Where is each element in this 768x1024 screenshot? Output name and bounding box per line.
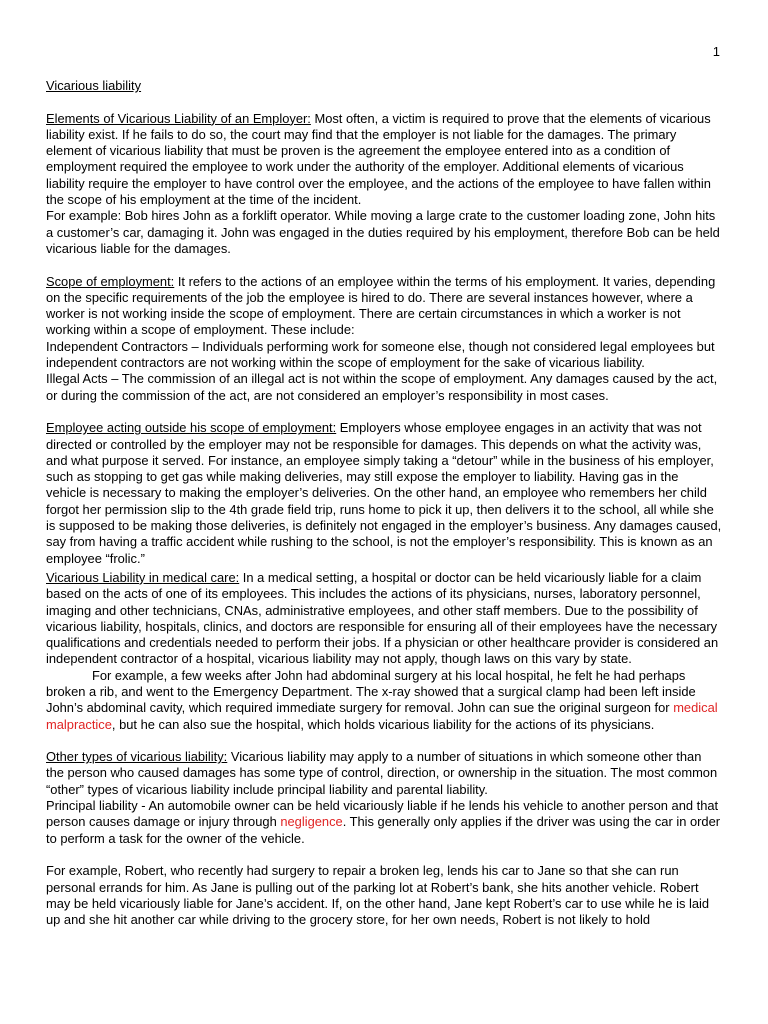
outside-body: Employers whose employee engages in an activity that was not directed or controlled by the employer may not be responsible for damages. This depends on what the activity was, and what purpose it served. For instance, an employee simply taking a “detour” while in the business of his employer, such as stopping to get gas while making deliveries, may still expose the employer to liability. Having gas in the vehicle is necessary to making the employer’s deliveries. On the other hand, an employee who remembers her child forgot her permission slip to the 4th grade field trip, runs home to pick it up, then delivers it to the school, all while she is supposed to be making those deliveries, is definitely not engaged in the employer’s business. Any damages caused, say from having a traffic accident while rushing to the school, is not the employer’s responsibility. This is known as an employee “frolic.” <box>46 420 722 566</box>
elements-paragraph <box>46 111 722 209</box>
outside-heading: Employee acting outside his scope of employment: <box>46 420 337 436</box>
medical-heading: Vicarious Liability in medical care: <box>46 569 240 585</box>
document-title: Vicarious liability <box>46 78 142 93</box>
scope-heading: Scope of employment: <box>46 273 175 289</box>
outside-paragraph <box>46 420 722 567</box>
principal-end: . This generally only applies if the driver was using the car in order to perform a task for the owner of the vehicle. <box>46 814 721 846</box>
medical-example <box>46 668 722 733</box>
principal-liability <box>46 798 722 847</box>
negligence-link[interactable]: negligence <box>280 814 343 830</box>
medical-example-end: , but he can also sue the hospital, which holds vicarious liability for the actions of its physicians. <box>111 716 655 732</box>
medical-body: In a medical setting, a hospital or doctor can be held vicariously liable for a claim based on the acts of one of its employees. This includes the actions of its physicians, nurses, laboratory personnel, imaging and other technicians, CNAs, administrative employees, and other staff members. Due to the possibility of vicarious liability, hospitals, clinics, and doctors are responsible for ensuring all of their employees have the necessary qualifications and credentials needed to perform their jobs. If a physician or other healthcare provider is considered an independent contractor of a hospital, vicarious liability may not apply, though laws on this vary by state. <box>46 569 719 667</box>
document-body <box>46 78 722 928</box>
elements-body: Most often, a victim is required to prove that the elements of vicarious liability exist. If he fails to do so, the court may find that the employer is not liable for the damages. The primary element of vicarious liability that must be proven is the agreement the employee entered into as a condition of employment required the employee to work under the authority of the employer. Additional elements of vicarious liability require the employer to have control over the employee, and the actions of the employee to have fallen within the scope of his employment at the time of the incident. <box>46 110 711 208</box>
page-number: 1 <box>712 44 720 59</box>
scope-body: It refers to the actions of an employee within the terms of his employment. It varies, depending on the specific requirements of the job the employee is hired to do. There are several instances however, where a worker is not working inside the scope of employment. There are certain circumstances in which a worker is not working within a scope of employment. These include: <box>46 273 716 338</box>
medical-example-text: For example, a few weeks after John had abdominal surgery at his local hospital, he felt he had perhaps broken a rib, and went to the Emergency Department. The x-ray showed that a surgical clamp had been left inside John’s abdominal cavity, which required immediate surgery for removal. John can sue the original surgeon for <box>46 667 696 716</box>
scope-contractors: Independent Contractors – Individuals performing work for someone else, though not considered legal employees but independent contractors are not working within the scope of employment for the sake of vicarious liability. <box>46 338 715 371</box>
elements-heading: Elements of Vicarious Liability of an Employer: <box>46 110 311 126</box>
scope-paragraph <box>46 274 722 339</box>
robert-example: For example, Robert, who recently had surgery to repair a broken leg, lends his car to Jane so that she can run personal errands for him. As Jane is pulling out of the parking lot at Robert’s bank, she hits another vehicle. Robert may be held vicariously liable for Jane’s accident. If, on the other hand, Jane kept Robert’s car to use while he is laid up and she hit another car while driving to the grocery store, for her own needs, Robert is not likely to hold <box>46 863 710 928</box>
other-body: Vicarious liability may apply to a number of situations in which someone other than the person who caused damages has some type of control, direction, or ownership in the situation. The most common “other” types of vicarious liability include principal liability and parental liability. <box>46 749 718 797</box>
scope-illegal: Illegal Acts – The commission of an illegal act is not within the scope of employment. Any damages caused by the act, or during the commission of the act, are not considered an employer’s responsibility in most cases. <box>46 371 718 403</box>
medical-malpractice-link[interactable]: medical malpractice <box>46 700 718 732</box>
principal-text: Principal liability - An automobile owner can be held vicariously liable if he lends his vehicle to another person and that person causes damage or injury through <box>46 798 719 830</box>
elements-example: For example: Bob hires John as a forklift operator. While moving a large crate to the customer loading zone, John hits a customer’s car, damaging it. John was engaged in the duties required by his employment, therefore Bob can be held vicarious liable for the damages. <box>46 208 720 256</box>
medical-paragraph <box>46 570 722 668</box>
other-heading: Other types of vicarious liability: <box>46 749 228 765</box>
other-paragraph <box>46 749 722 798</box>
